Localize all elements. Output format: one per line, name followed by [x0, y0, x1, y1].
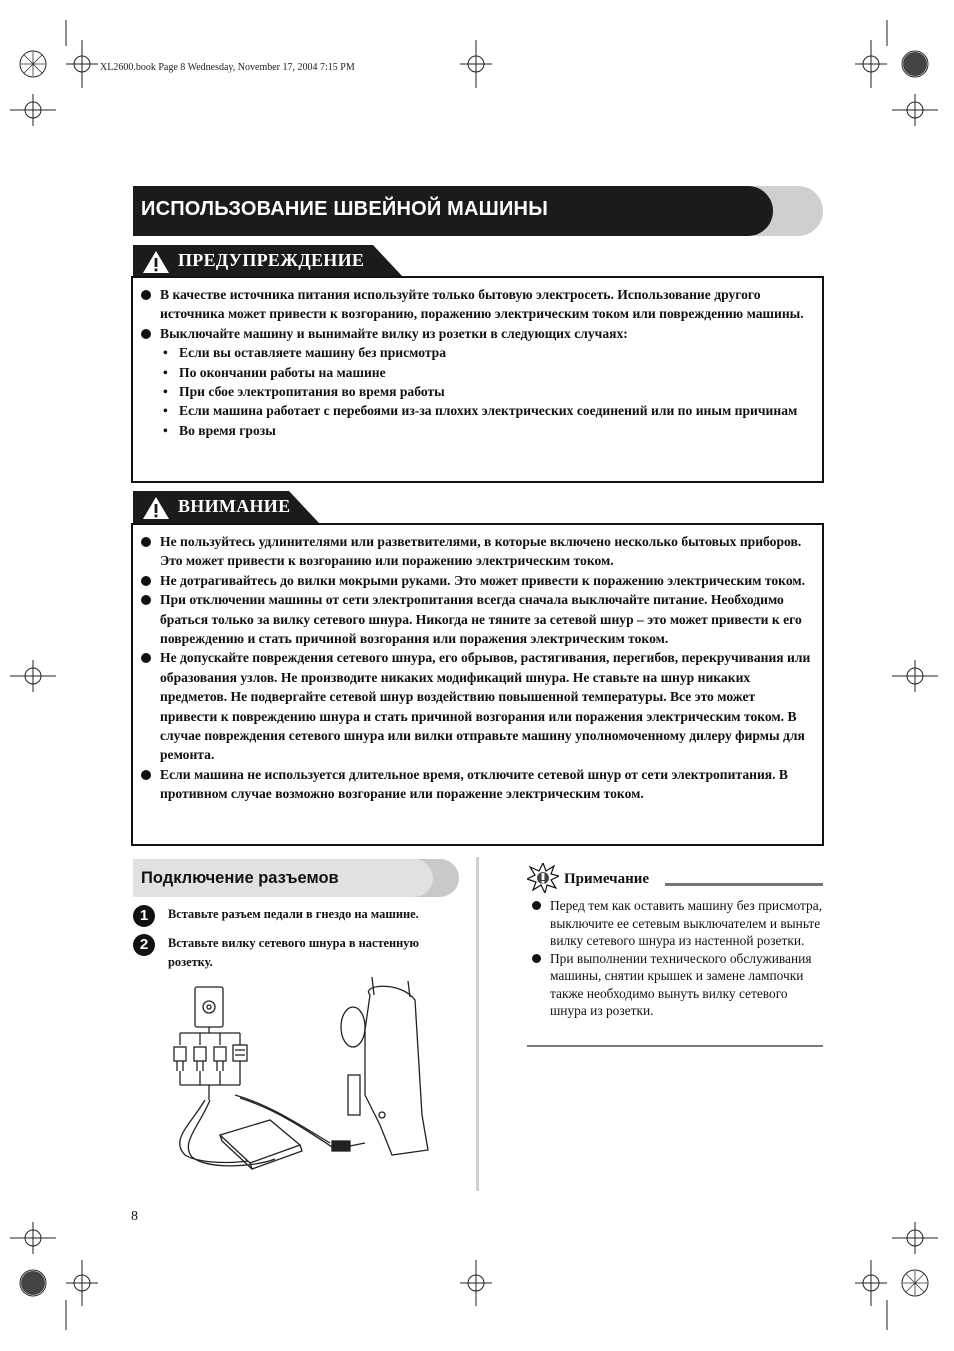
- list-item: При отключении машины от сети электропитания всегда сначала выключайте питание. Необходимо браться только за вилку сетевого шнура. Никогда не тяните за сетевой шнур – это может привести к его повреждению и стать причиной возгорания или поражения электрическим током.: [133, 590, 814, 648]
- note-rule-bottom: [527, 1045, 823, 1047]
- list-item: Не пользуйтесь удлинителями или разветвителями, в которые включено несколько бытовых приборов. Это может привести к возгоранию или поражению электрическим током.: [133, 532, 814, 571]
- list-item: В качестве источника питания используйте только бытовую электросеть. Использование другого источника может привести к возгоранию, поражению электрическим током или повреждению машины.: [133, 285, 814, 324]
- bullet-icon: [532, 954, 541, 963]
- warning-tab: [133, 245, 403, 277]
- step-1: [133, 905, 453, 935]
- bullet-icon: [141, 576, 151, 586]
- chapter-title: ИСПОЛЬЗОВАНИЕ ШВЕЙНОЙ МАШИНЫ: [141, 198, 548, 220]
- list-item: Перед тем как оставить машину без присмотра, выключите ее сетевым выключателем и выньте вилку сетевого шнура из настенной розетки.: [527, 897, 823, 950]
- section-header: [133, 859, 459, 897]
- sub-list-item: • При сбое электропитания во время работы: [163, 384, 445, 400]
- warning-triangle-icon: [142, 250, 170, 274]
- foot-controller-illustration: [160, 975, 450, 1175]
- note-header: [527, 863, 823, 893]
- section-title: Подключение разъемов: [141, 869, 339, 887]
- page-number: 8: [131, 1209, 138, 1224]
- sub-list-item: • Во время грозы: [163, 422, 276, 438]
- caution-triangle-icon: [142, 496, 170, 520]
- bullet-icon: [141, 290, 151, 300]
- list-item: Не допускайте повреждения сетевого шнура, его обрывов, растягивания, перегибов, перекручивания или образования узлов. Не производите никаких модификаций шнура. Не ставьте на шнур никаких предметов. Не подвергайте сетевой шнур воздействию повышенной температуры. Все это может привести к повреждению шнура и стать причиной возгорания или поражения электрическим током. В случае повреждения сетевого шнура или вилки отправьте машину уполномоченному дилеру фирмы для ремонта.: [133, 648, 814, 764]
- sub-list-item: • Если машина работает с перебоями из-за плохих электрических соединений или по иным причинам: [163, 403, 798, 419]
- column-divider: [476, 857, 479, 1191]
- note-list: [527, 897, 823, 1020]
- bullet-icon: [141, 595, 151, 605]
- bullet-icon: [141, 770, 151, 780]
- sub-list-item: • Если вы оставляете машину без присмотра: [163, 345, 447, 361]
- list-item: Если машина не используется длительное время, отключите сетевой шнур от сети электропитания. В противном случае возможно возгорание или поражение электрическим током.: [133, 765, 814, 804]
- caution-box: [131, 523, 824, 846]
- bullet-icon: [141, 537, 151, 547]
- step-number: 2: [133, 934, 155, 956]
- caution-tab: [133, 491, 319, 523]
- caution-label: ВНИМАНИЕ: [178, 496, 291, 516]
- bullet-icon: [141, 329, 151, 339]
- sub-list-item: • По окончании работы на машине: [163, 364, 386, 380]
- print-header: XL2600.book Page 8 Wednesday, November 17, 2004 7:15 PM: [100, 62, 355, 73]
- step-2: [133, 934, 453, 974]
- note-rule-top: [665, 883, 823, 886]
- step-text: Вставьте разъем педали в гнездо на машине.: [168, 907, 419, 921]
- bullet-icon: [532, 901, 541, 910]
- step-text: Вставьте вилку сетевого шнура в настенную розетку.: [168, 936, 419, 969]
- step-number: 1: [133, 905, 155, 927]
- bullet-icon: [141, 653, 151, 663]
- note-starburst-icon: [527, 863, 559, 893]
- warning-label: ПРЕДУПРЕЖДЕНИЕ: [178, 250, 365, 270]
- list-item: Выключайте машину и вынимайте вилку из розетки в следующих случаях:: [133, 324, 814, 343]
- list-item: Не дотрагивайтесь до вилки мокрыми руками. Это может привести к поражению электрическим током.: [133, 571, 814, 590]
- warning-box: [131, 276, 824, 483]
- list-item: При выполнении технического обслуживания машины, снятии крышек и замене лампочки также необходимо вынуть вилку сетевого шнура из розетки.: [527, 950, 823, 1020]
- note-label: Примечание: [564, 871, 650, 887]
- chapter-title-bar: [133, 186, 823, 236]
